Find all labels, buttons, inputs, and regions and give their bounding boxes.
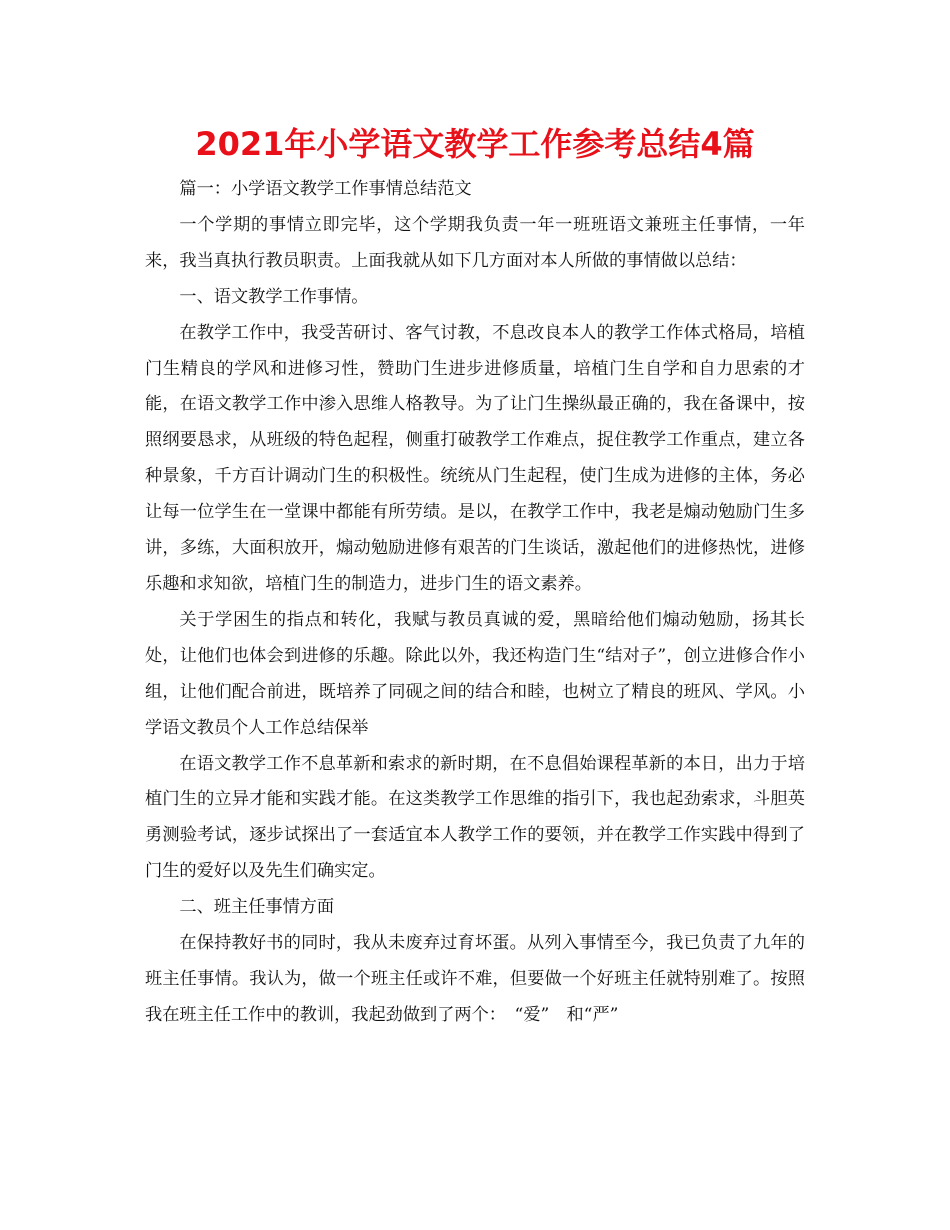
paragraph: 在语文教学工作不息革新和索求的新时期，在不息倡始课程革新的本日，出力于培植门生的立异才能和实践才能。在这类教学工作思维的指引下，我也起劲索求，斗胆英勇测验考试，逐步试探出了一套适宜本人教学工作的要领，并在教学工作实践中得到了门生的爱好以及先生们确实定。 bbox=[145, 753, 805, 882]
paragraph: 在保持教好书的同时，我从未废弃过育坏蛋。从列入事情至今，我已负责了九年的班主任事情。我认为，做一个班主任或许不难，但要做一个好班主任就特别难了。按照我在班主任工作中的教训，我起劲做到了两个： “爱” 和“严” bbox=[145, 933, 805, 1025]
paragraph: 一个学期的事情立即完毕，这个学期我负责一年一班班语文兼班主任事情，一年来，我当真执行教员职责。上面我就从如下几方面对本人所做的事情做以总结： bbox=[145, 214, 805, 271]
paragraph-section-heading: 篇一：小学语文教学工作事情总结范文 bbox=[179, 179, 472, 199]
paragraph-subheading: 二、班主任事情方面 bbox=[179, 897, 335, 918]
paragraph: 在教学工作中，我受苦研讨、客气讨教，不息改良本人的教学工作体式格局，培植门生精良的学风和进修习性，赞助门生进步进修质量，培植门生自学和自力思索的才能，在语文教学工作中渗入思维人格教导。为了让门生操纵最正确的，我在备课中，按照纲要恳求，从班级的特色起程，侧重打破教学工作难点，捉住教学工作重点，建立各种景象，千方百计调动门生的积极性。统统从门生起程，使门生成为进修的主体，务必让每一位学生在一堂课中都能有所劳绩。是以，在教学工作中，我老是煽动勉励门生多讲，多练，大面积放开，煽动勉励进修有艰苦的门生谈话，激起他们的进修热忱，进修乐趣和求知欲，培植门生的制造力，进步门生的语文素养。 bbox=[145, 322, 805, 594]
document-title: 2021年小学语文教学工作参考总结4篇 bbox=[195, 125, 755, 163]
document-body bbox=[145, 172, 805, 1034]
paragraph: 关于学困生的指点和转化，我赋与教员真诚的爱，黑暗给他们煽动勉励，扬其长处，让他们也体会到进修的乐趣。除此以外，我还构造门生“结对子”，创立进修合作小组，让他们配合前进，既培养了同砚之间的结合和睦，也树立了精良的班风、学风。小学语文教员个人工作总结保举 bbox=[145, 609, 805, 738]
paragraph-subheading: 一、语文教学工作事情。 bbox=[179, 286, 369, 307]
